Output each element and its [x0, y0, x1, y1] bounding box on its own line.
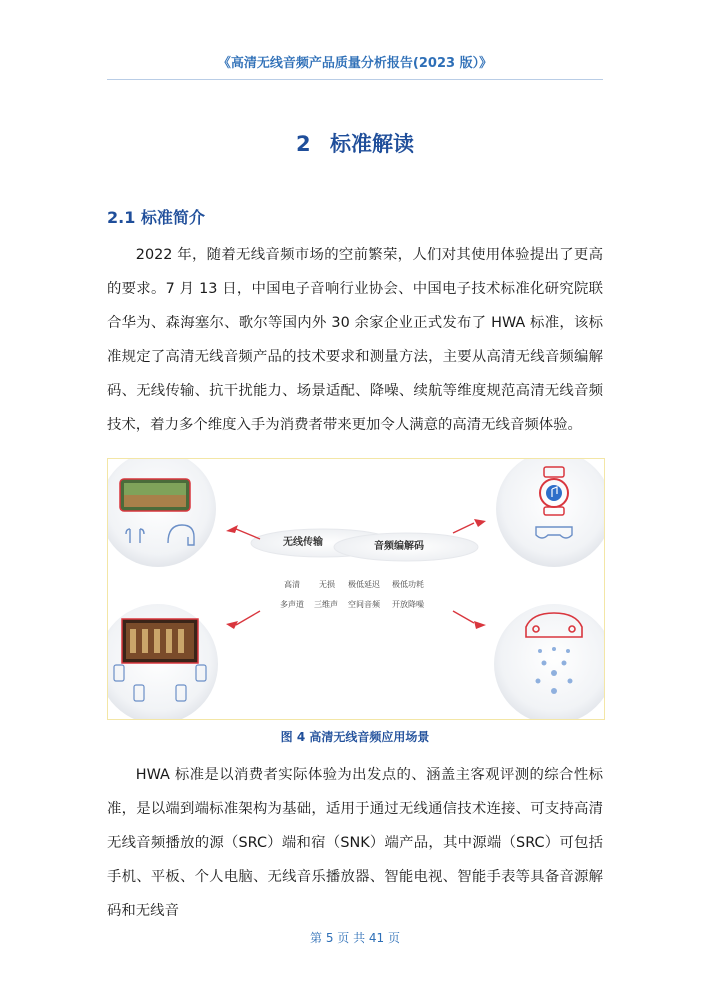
tag-3d-sound: 三维声	[314, 600, 338, 609]
scene-tv-speakers	[108, 604, 218, 719]
tag-multichannel: 多声道	[280, 600, 304, 609]
scene-car	[494, 604, 604, 719]
scene-phone-earbuds	[108, 459, 216, 567]
label-audio-codec: 音频编解码	[374, 541, 424, 552]
label-wireless-transmission: 无线传输	[283, 537, 323, 548]
tag-open-anc: 开放降噪	[392, 600, 424, 609]
section-title: 2.1 标准简介	[107, 208, 205, 227]
figure-application-scenarios	[107, 458, 605, 720]
tag-low-power: 极低功耗	[392, 580, 424, 589]
tag-spatial-audio: 空间音频	[348, 600, 380, 609]
tag-hd: 高清	[284, 580, 300, 589]
running-header: 《高清无线音频产品质量分析报告(2023 版）》	[107, 52, 603, 80]
paragraph-hwa-standard: HWA 标准是以消费者实际体验为出发点的、涵盖主客观评测的综合性标准，是以端到端标准架构为基础，适用于通过无线通信技术连接、可支持高清无线音频播放的源（SRC）端和宿（SNK）端产品，其中源端（SRC）可包括手机、平板、个人电脑、无线音乐播放器、智能电视、智能手表等具备音源解码和无线音	[107, 767, 603, 919]
tag-lossless: 无损	[319, 580, 335, 589]
figure-caption: 图 4 高清无线音频应用场景	[280, 730, 430, 744]
page-number: 第 5 页 共 41 页	[310, 931, 400, 945]
paragraph-intro: 2022 年，随着无线音频市场的空前繁荣，人们对其使用体验提出了更高的要求。7 月 13 日，中国电子音响行业协会、中国电子技术标准化研究院联合华为、森海塞尔、歌尔等国内外 30 余家企业正式发布了 HWA 标准，该标准规定了高清无线音频产品的技术要求和测量方法，主要从高清无线音频编解码、无线传输、抗干扰能力、场景适配、降噪、续航等维度规范高清无线音频技术，着力多个维度入手为消费者带来更加令人满意的高清无线音频体验。	[107, 247, 603, 433]
scene-smartwatch-vr	[496, 459, 604, 567]
tag-low-latency: 极低延迟	[348, 580, 380, 589]
chapter-title: 2 标准解读	[296, 132, 414, 156]
